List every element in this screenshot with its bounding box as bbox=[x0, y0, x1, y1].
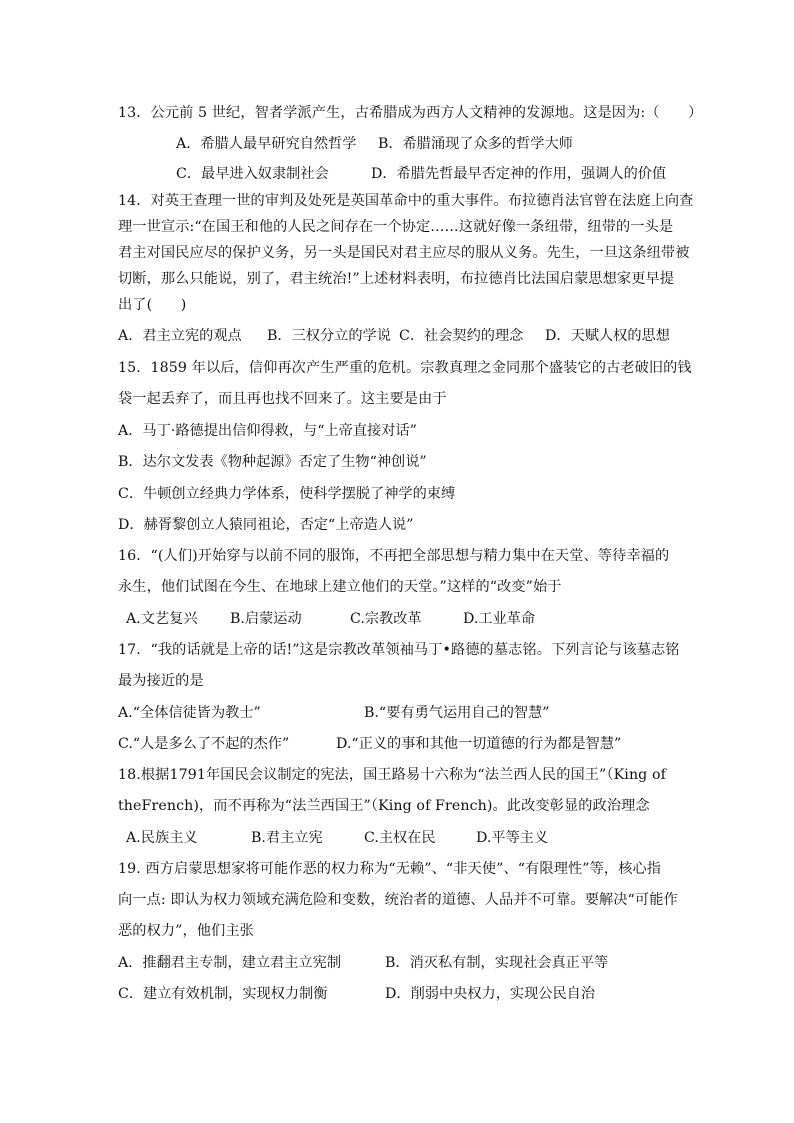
q15-option-d: D．赫胥黎创立人猿同祖论，否定“上帝造人说” bbox=[118, 517, 414, 533]
q14-stem-line: 理一世宣示:“在国王和他的人民之间存在一个协定……这就好像一条纽带，纽带的一头是 bbox=[118, 219, 674, 235]
q16-option-d: D.工业革命 bbox=[463, 611, 536, 627]
q16-option-a: A.文艺复兴 bbox=[126, 611, 198, 627]
q17-stem-line: 17．“我的话就是上帝的话!”这是宗教改革领袖马丁•路德的墓志铭。下列言论与该墓志铭 bbox=[118, 642, 680, 658]
q19-stem-line: 19. 西方启蒙思想家将可能作恶的权力称为“无赖”、“非天使”、“有限理性”等，核心指 bbox=[118, 861, 662, 877]
q15-stem-line: 袋一起丢弃了，而且再也找不回来了。这主要是由于 bbox=[118, 391, 447, 407]
q13-option-a: A．希腊人最早研究自然哲学 bbox=[176, 136, 357, 152]
q18-stem-line: theFrench)，而不再称为“法兰西国王”（King of French)。此改变彰显的政治理念 bbox=[118, 798, 650, 814]
q16-stem-line: 16．“(人们)开始穿与以前不同的服饰，不再把全部思想与精力集中在天堂、等待幸福的 bbox=[118, 548, 670, 564]
q18-option-c: C.主权在民 bbox=[364, 830, 436, 846]
q19-option-d: D．削弱中央权力，实现公民自治 bbox=[385, 986, 596, 1002]
q14-stem-line: 14．对英王查理一世的审判及处死是英国革命中的重大事件。布拉德肖法官曾在法庭上向查 bbox=[118, 193, 694, 209]
q18-option-d: D.平等主义 bbox=[476, 830, 549, 846]
q17-stem-line: 最为接近的是 bbox=[118, 673, 204, 689]
q17-option-c: C.“人是多么了不起的杰作” bbox=[118, 736, 290, 752]
q18-option-b: B.君主立宪 bbox=[251, 830, 323, 846]
q18-option-a: A.民族主义 bbox=[126, 830, 198, 846]
q14-option-b: B．三权分立的学说 bbox=[267, 328, 391, 344]
q15-option-c: C．牛顿创立经典力学体系，使科学摆脱了神学的束缚 bbox=[118, 486, 456, 502]
q19-option-c: C．建立有效机制，实现权力制衡 bbox=[118, 986, 328, 1002]
q14-option-a: A．君主立宪的观点 bbox=[118, 328, 242, 344]
q16-option-b: B.启蒙运动 bbox=[230, 611, 302, 627]
q14-option-c: C．社会契约的理念 bbox=[399, 328, 524, 344]
q15-option-a: A．马丁·路德提出信仰得救，与“上帝直接对话” bbox=[118, 423, 417, 439]
q17-option-b: B.“要有勇气运用自己的智慧” bbox=[364, 705, 550, 721]
q19-option-a: A．推翻君主专制，建立君主立宪制 bbox=[118, 955, 342, 971]
q14-stem-line: 切断，那么只能说，别了，君主统治!”上述材料表明，布拉德肖比法国启蒙思想家更早提 bbox=[118, 271, 675, 287]
q15-stem-line: 15．1859 年以后，信仰再次产生严重的危机。宗教真理之金同那个盛装它的古老破旧的钱 bbox=[118, 360, 692, 376]
q13-option-d: D．希腊先哲最早否定神的作用，强调人的价值 bbox=[371, 166, 667, 182]
q17-option-d: D.“正义的事和其他一切道德的行为都是智慧” bbox=[336, 736, 622, 752]
q17-option-a: A.“全体信徒皆为教士” bbox=[118, 705, 261, 721]
q13-option-c: C．最早进入奴隶制社会 bbox=[176, 166, 329, 182]
q19-stem-line: 向一点: 即认为权力领域充满危险和变数，统治者的道德、人品并不可靠。要解决“可能作 bbox=[118, 892, 678, 908]
q14-option-d: D．天赋人权的思想 bbox=[545, 328, 670, 344]
q16-option-c: C.宗教改革 bbox=[350, 611, 422, 627]
q13-option-b: B．希腊涌现了众多的哲学大师 bbox=[378, 136, 573, 152]
q14-stem-line: 出了( ) bbox=[118, 297, 187, 313]
q14-stem-line: 君主对国民应尽的保护义务，另一头是国民对君主应尽的服从义务。先生，一旦这条纽带被 bbox=[118, 245, 690, 261]
q19-stem-line: 恶的权力”，他们主张 bbox=[118, 923, 254, 939]
q13-stem: 13．公元前 5 世纪，智者学派产生，古希腊成为西方人文精神的发源地。这是因为:（ ） bbox=[118, 105, 703, 121]
q19-option-b: B．消灭私有制，实现社会真正平等 bbox=[385, 955, 609, 971]
q18-stem-line: 18.根据1791年国民会议制定的宪法，国王路易十六称为“法兰西人民的国王”（King of bbox=[118, 767, 666, 783]
q16-stem-line: 永生，他们试图在今生、在地球上建立他们的天堂。”这样的“改变”始于 bbox=[118, 579, 562, 595]
q15-option-b: B．达尔文发表《物种起源》否定了生物“神创说” bbox=[118, 454, 427, 470]
